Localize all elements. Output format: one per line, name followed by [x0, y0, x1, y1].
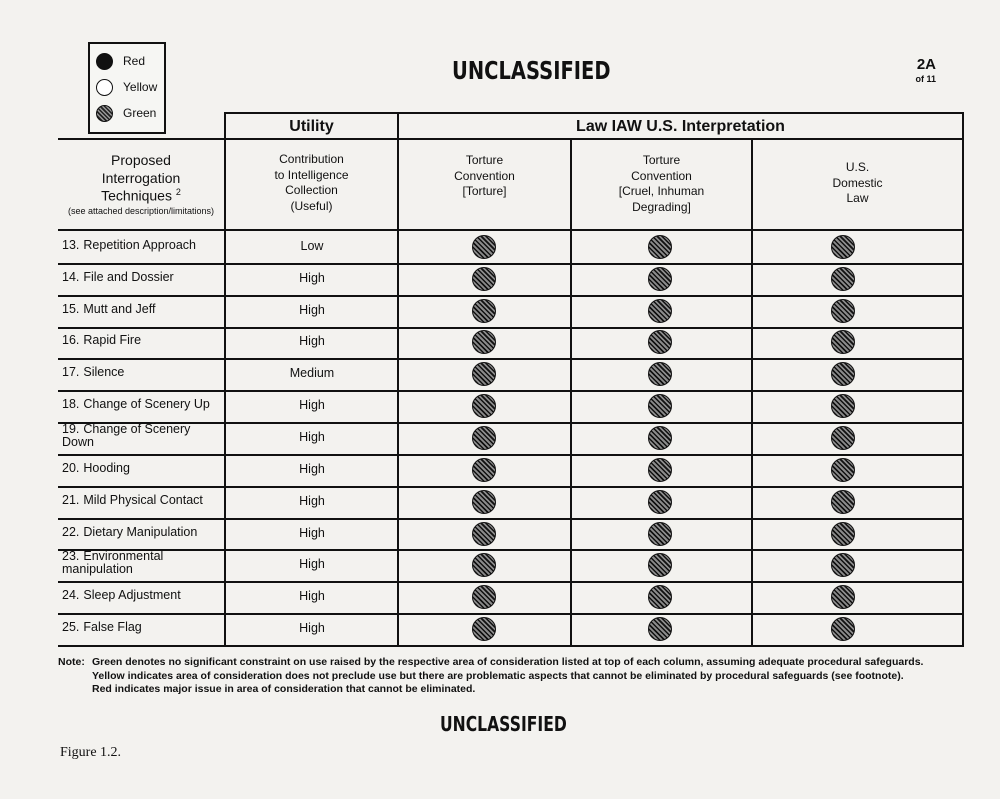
utility-group-header: Utility	[289, 118, 334, 135]
domestic-rating-dot	[831, 522, 855, 546]
cruel-rating-dot	[648, 553, 672, 577]
header-line: Proposed	[111, 152, 171, 168]
yellow-dot-icon	[96, 79, 113, 96]
legend-note	[58, 656, 958, 697]
domestic-rating-dot	[831, 299, 855, 323]
table-top-border	[224, 112, 964, 114]
utility-column-header	[226, 152, 397, 214]
header-line: Torture	[642, 153, 681, 167]
note-body	[92, 656, 958, 697]
header-line: Degrading]	[632, 199, 691, 214]
classification-footer: UNCLASSIFIED	[440, 712, 567, 736]
utility-value: High	[299, 621, 325, 635]
row-divider	[58, 518, 964, 520]
utility-value: High	[299, 557, 325, 571]
domestic-column-header	[753, 160, 962, 207]
legend-label: Green	[123, 106, 157, 120]
header-line: U.S.	[845, 160, 870, 174]
law-group-header: Law IAW U.S. Interpretation	[576, 118, 785, 135]
legend-label: Red	[123, 54, 146, 68]
cruel-rating-dot	[648, 394, 672, 418]
header-line	[58, 187, 224, 205]
utility-value: High	[299, 334, 325, 348]
domestic-rating-dot	[831, 585, 855, 609]
table-right-border	[962, 112, 964, 647]
technique-number: 17.	[62, 365, 80, 379]
header-line: Law	[846, 191, 869, 206]
header-line: Convention	[631, 168, 692, 183]
technique-number: 22.	[62, 525, 80, 539]
row-divider	[58, 327, 964, 329]
legend	[88, 42, 166, 134]
technique-label	[62, 550, 222, 576]
utility-value: High	[299, 494, 325, 508]
technique-number: 21.	[62, 493, 80, 507]
page-number	[915, 56, 936, 84]
domestic-rating-dot	[831, 617, 855, 641]
domestic-rating-dot	[831, 490, 855, 514]
utility-value: High	[299, 398, 325, 412]
technique-label	[62, 589, 222, 602]
page-count-label: of 11	[915, 74, 936, 84]
utility-value: High	[299, 462, 325, 476]
header-line: (Useful)	[290, 198, 333, 213]
column-divider	[751, 138, 753, 647]
technique-name: Change of Scenery Down	[62, 422, 191, 450]
technique-label	[62, 398, 222, 411]
technique-name: File and Dossier	[83, 270, 174, 284]
legend-item-yellow	[96, 76, 157, 98]
footnote-marker: 2	[175, 187, 181, 197]
header-line: Contribution	[279, 152, 344, 166]
torture-rating-dot	[472, 394, 496, 418]
utility-value: High	[299, 526, 325, 540]
utility-value: Medium	[289, 366, 335, 380]
technique-number: 14.	[62, 270, 80, 284]
row-divider	[58, 613, 964, 615]
domestic-rating-dot	[831, 330, 855, 354]
classification-header: UNCLASSIFIED	[452, 56, 611, 85]
header-line: to Intelligence	[274, 167, 349, 182]
cruel-rating-dot	[648, 490, 672, 514]
technique-label	[62, 271, 222, 284]
technique-name: Mild Physical Contact	[83, 493, 203, 507]
row-divider	[58, 581, 964, 583]
technique-label	[62, 423, 222, 449]
cruel-column-header	[572, 153, 751, 215]
domestic-rating-dot	[831, 267, 855, 291]
header-line: Domestic	[832, 175, 883, 190]
domestic-rating-dot	[831, 553, 855, 577]
utility-value: High	[299, 430, 325, 444]
technique-name: Environmental manipulation	[62, 549, 164, 577]
domestic-rating-dot	[831, 426, 855, 450]
technique-label	[62, 621, 222, 634]
torture-rating-dot	[472, 617, 496, 641]
technique-name: False Flag	[83, 620, 142, 634]
green-dot-icon	[96, 105, 113, 122]
header-line: [Torture]	[462, 184, 507, 199]
red-dot-icon	[96, 53, 113, 70]
header-note: (see attached description/limitations)	[67, 206, 215, 217]
technique-name: Hooding	[83, 461, 130, 475]
torture-rating-dot	[472, 362, 496, 386]
domestic-rating-dot	[831, 394, 855, 418]
row-divider	[58, 486, 964, 488]
technique-name: Silence	[83, 365, 125, 379]
utility-value: High	[299, 303, 325, 317]
technique-label	[62, 494, 222, 507]
row-divider	[58, 454, 964, 456]
technique-name: Sleep Adjustment	[83, 588, 181, 602]
technique-name: Dietary Manipulation	[83, 525, 198, 539]
header-line: Torture	[465, 153, 504, 167]
utility-value: High	[299, 271, 325, 285]
torture-column-header	[399, 153, 570, 200]
technique-name: Repetition Approach	[83, 238, 196, 252]
header-line: Collection	[285, 183, 338, 198]
legend-item-green	[96, 102, 156, 124]
technique-number: 13.	[62, 238, 80, 252]
technique-number: 24.	[62, 588, 80, 602]
note-line: Yellow indicates area of consideration does not preclude use but there are problematic aspects that cannot be eliminated by procedural safeguards (see footnote).	[92, 669, 904, 682]
cruel-rating-dot	[648, 426, 672, 450]
header-text: Techniques	[101, 187, 172, 204]
techniques-column-header	[58, 152, 224, 217]
cruel-rating-dot	[648, 267, 672, 291]
technique-label	[62, 366, 222, 379]
technique-name: Mutt and Jeff	[83, 302, 156, 316]
cruel-rating-dot	[648, 299, 672, 323]
technique-number: 23.	[62, 549, 80, 563]
torture-rating-dot	[472, 267, 496, 291]
column-header-bottom	[58, 229, 964, 231]
technique-number: 19.	[62, 422, 80, 436]
torture-rating-dot	[472, 553, 496, 577]
note-line: Green denotes no significant constraint on use raised by the respective area of consideration listed at top of each column, assuming adequate procedural safeguards.	[92, 656, 924, 668]
torture-rating-dot	[472, 490, 496, 514]
cruel-rating-dot	[648, 330, 672, 354]
technique-label	[62, 303, 222, 316]
cruel-rating-dot	[648, 362, 672, 386]
domestic-rating-dot	[831, 235, 855, 259]
technique-label	[62, 462, 222, 475]
header-line: [Cruel, Inhuman	[618, 184, 705, 199]
torture-rating-dot	[472, 585, 496, 609]
technique-number: 15.	[62, 302, 80, 316]
figure-caption: Figure 1.2.	[60, 745, 122, 760]
cruel-rating-dot	[648, 458, 672, 482]
header-line: Convention	[454, 168, 515, 183]
header-line: Interrogation	[101, 169, 181, 186]
technique-number: 20.	[62, 461, 80, 475]
technique-name: Change of Scenery Up	[83, 397, 210, 411]
technique-label	[62, 526, 222, 539]
note-label: Note:	[58, 656, 85, 668]
cruel-rating-dot	[648, 522, 672, 546]
row-divider	[58, 263, 964, 265]
technique-label	[62, 334, 222, 347]
row-divider	[58, 358, 964, 360]
technique-label	[62, 239, 222, 252]
technique-number: 16.	[62, 333, 80, 347]
utility-value: Low	[300, 239, 324, 253]
torture-rating-dot	[472, 299, 496, 323]
domestic-rating-dot	[831, 458, 855, 482]
technique-name: Rapid Fire	[83, 333, 142, 347]
technique-number: 25.	[62, 620, 80, 634]
note-line: Red indicates major issue in area of consideration that cannot be eliminated.	[92, 683, 476, 696]
torture-rating-dot	[472, 426, 496, 450]
table-bottom-border	[58, 645, 964, 647]
torture-rating-dot	[472, 330, 496, 354]
torture-rating-dot	[472, 522, 496, 546]
page-number-label: 2A	[916, 56, 936, 73]
cruel-rating-dot	[648, 585, 672, 609]
cruel-rating-dot	[648, 617, 672, 641]
header-separator	[58, 138, 964, 140]
technique-number: 18.	[62, 397, 80, 411]
legend-item-red	[96, 50, 145, 72]
domestic-rating-dot	[831, 362, 855, 386]
torture-rating-dot	[472, 235, 496, 259]
torture-rating-dot	[472, 458, 496, 482]
cruel-rating-dot	[648, 235, 672, 259]
utility-value: High	[299, 589, 325, 603]
legend-label: Yellow	[123, 80, 158, 94]
row-divider	[58, 295, 964, 297]
row-divider	[58, 390, 964, 392]
